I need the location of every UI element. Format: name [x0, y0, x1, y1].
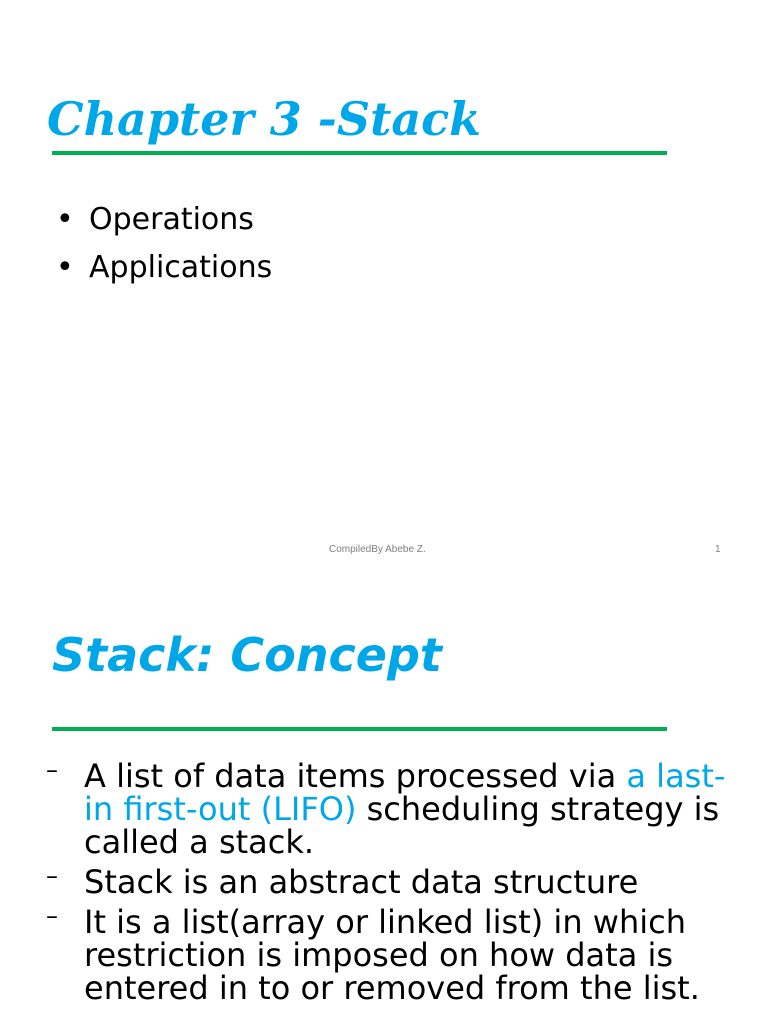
bullet-marker: – — [46, 756, 58, 784]
bullet-text: scheduling strategy is called a stack. — [84, 790, 720, 861]
bullet-list — [46, 756, 746, 1012]
bullet-marker: – — [46, 902, 58, 930]
bullet-item-abstract — [46, 862, 746, 901]
bullet-marker: – — [46, 862, 58, 890]
slide-title: Stack: Concept — [52, 628, 442, 682]
bullet-item-definition — [46, 756, 746, 861]
bullet-marker: • — [56, 250, 74, 285]
highlighted-text: a last-in first-out (LIFO) — [84, 757, 726, 828]
slide-number: 1 — [715, 544, 721, 555]
bullet-list — [56, 196, 272, 292]
bullet-text: It is a list(array or linked list) in which restriction is imposed on how data is entered in to or removed from the list. — [84, 903, 700, 1007]
bullet-marker: • — [56, 202, 74, 237]
bullet-text: Stack is an abstract data structure — [84, 863, 639, 901]
bullet-text: Operations — [89, 202, 254, 237]
bullet-text: A list of data items processed via — [84, 757, 627, 795]
bullet-item-operations — [56, 196, 272, 244]
slide-2 — [0, 576, 768, 1024]
bullet-item-applications — [56, 244, 272, 292]
title-underline — [52, 727, 667, 731]
title-underline — [52, 151, 667, 155]
bullet-text: Applications — [89, 250, 273, 285]
slide-title: Chapter 3 -Stack — [47, 92, 482, 146]
footer-author: CompiledBy Abebe Z. — [329, 544, 426, 555]
bullet-item-restriction — [46, 902, 746, 1007]
